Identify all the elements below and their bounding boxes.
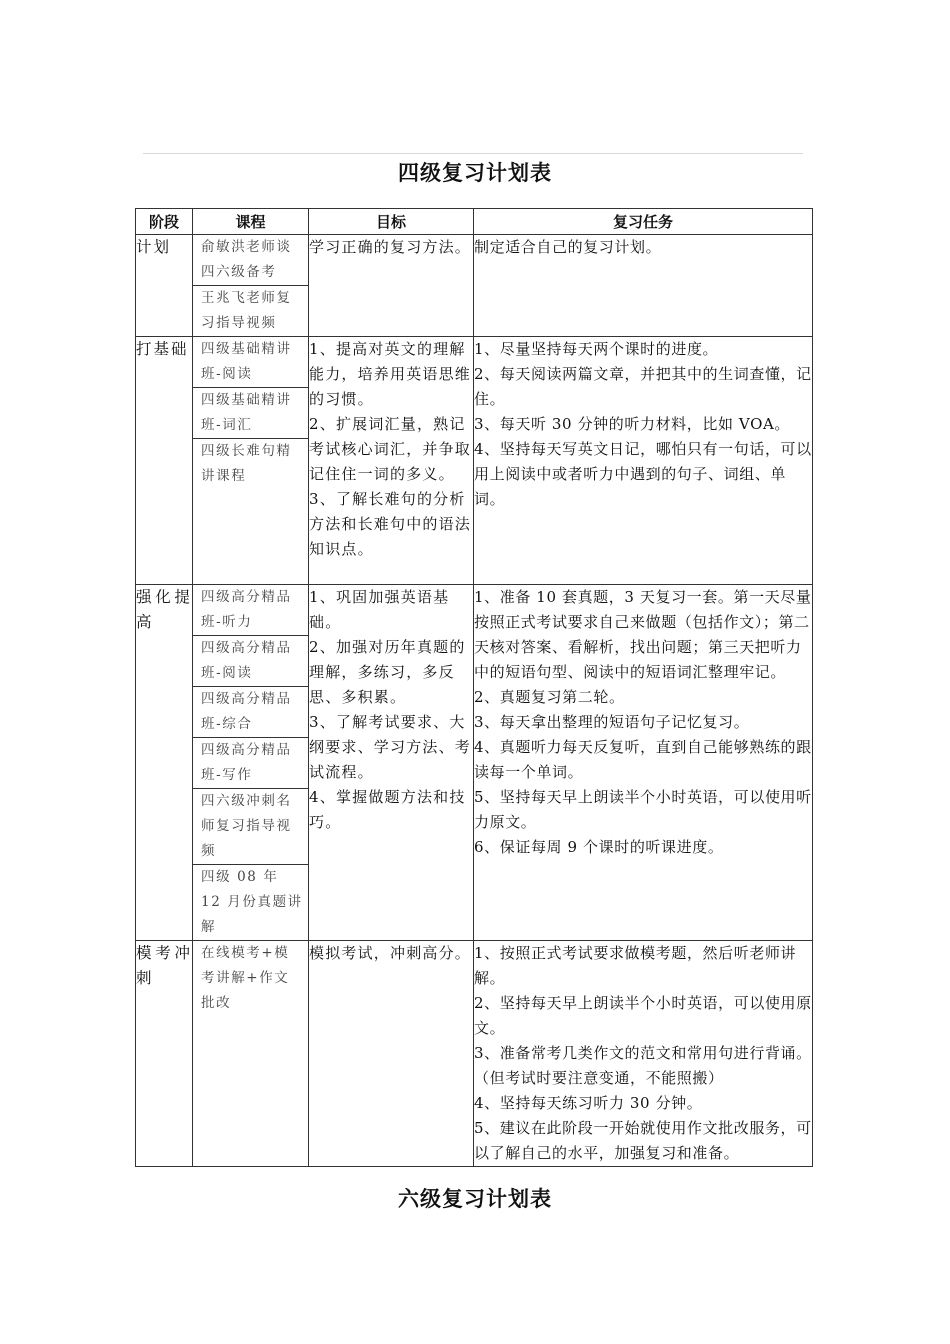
course-cell	[193, 235, 309, 337]
goal-cell	[309, 941, 474, 1167]
goal-item: 学习正确的复习方法。	[309, 238, 472, 256]
task-item: 5、建议在此阶段一开始就使用作文批改服务，可以了解自己的水平，加强复习和准备。	[474, 1119, 812, 1162]
task-item: 2、真题复习第二轮。	[474, 688, 625, 706]
course-item: 王兆飞老师复习指导视频	[201, 290, 292, 331]
course-item: 四级高分精品班-综合	[193, 687, 308, 738]
task-item: 3、准备常考几类作文的范文和常用句进行背诵。（但考试时要注意变通，不能照搬）	[474, 1044, 812, 1087]
cet4-plan-title: 四级复习计划表	[398, 160, 552, 185]
top-divider	[143, 153, 803, 154]
task-cell	[474, 235, 813, 337]
task-cell	[474, 337, 813, 585]
header-stage: 阶段	[136, 209, 193, 235]
course-cell	[193, 585, 309, 941]
stage-cell: 强化提高	[136, 585, 193, 941]
task-item: 4、坚持每天练习听力 30 分钟。	[474, 1094, 703, 1112]
table-row	[136, 337, 813, 585]
task-cell	[474, 941, 813, 1167]
goal-item: 2、扩展词汇量，熟记考试核心词汇，并争取记住住一词的多义。	[309, 415, 472, 483]
course-item: 俞敏洪老师谈四六级备考	[193, 235, 308, 286]
course-item: 四级高分精品班-写作	[193, 738, 308, 789]
header-goal: 目标	[309, 209, 474, 235]
goal-item: 2、加强对历年真题的理解，多练习，多反思、多积累。	[309, 638, 466, 706]
task-item: 4、坚持每天写英文日记，哪怕只有一句话，可以用上阅读中或者听力中遇到的句子、词组、单词。	[474, 440, 812, 508]
course-cell	[193, 337, 309, 585]
table-row	[136, 585, 813, 941]
task-item: 6、保证每周 9 个课时的听课进度。	[474, 838, 724, 856]
task-item: 3、每天拿出整理的短语句子记忆复习。	[474, 713, 750, 731]
header-course: 课程	[193, 209, 309, 235]
goal-cell	[309, 585, 474, 941]
goal-item: 1、巩固加强英语基础。	[309, 588, 450, 631]
goal-item: 3、了解长难句的分析方法和长难句中的语法知识点。	[309, 490, 472, 558]
stage-cell: 打基础	[136, 337, 193, 585]
goal-cell	[309, 337, 474, 585]
cet4-plan-table	[135, 208, 813, 1167]
task-cell	[474, 585, 813, 941]
stage-cell: 计划	[136, 235, 193, 337]
course-item: 四级基础精讲班-阅读	[193, 337, 308, 388]
task-item: 5、坚持每天早上朗读半个小时英语，可以使用听力原文。	[474, 788, 812, 831]
course-item: 四级基础精讲班-词汇	[193, 388, 308, 439]
stage-cell: 模考冲刺	[136, 941, 193, 1167]
course-item: 在线模考+模考讲解+作文批改	[201, 945, 290, 1011]
header-task: 复习任务	[474, 209, 813, 235]
goal-item: 1、提高对英文的理解能力，培养用英语思维的习惯。	[309, 340, 472, 408]
task-item: 制定适合自己的复习计划。	[474, 238, 662, 256]
task-item: 3、每天听 30 分钟的听力材料，比如 VOA。	[474, 415, 791, 433]
cet6-plan-title: 六级复习计划表	[398, 1186, 552, 1211]
goal-item: 3、了解考试要求、大纲要求、学习方法、考试流程。	[309, 713, 472, 781]
course-item: 四级 08 年 12 月份真题讲解	[201, 869, 303, 935]
table-header-row	[136, 209, 813, 235]
goal-item: 模拟考试，冲刺高分。	[309, 944, 472, 962]
table-row	[136, 941, 813, 1167]
course-cell	[193, 941, 309, 1167]
task-item: 2、每天阅读两篇文章，并把其中的生词查懂，记住。	[474, 365, 812, 408]
course-item: 四六级冲刺名师复习指导视频	[193, 789, 308, 865]
task-item: 1、按照正式考试要求做模考题，然后听老师讲解。	[474, 944, 797, 987]
goal-item: 4、掌握做题方法和技巧。	[309, 788, 466, 831]
goal-cell	[309, 235, 474, 337]
task-item: 4、真题听力每天反复听，直到自己能够熟练的跟读每一个单词。	[474, 738, 812, 781]
course-item: 四级高分精品班-听力	[193, 585, 308, 636]
task-item: 1、准备 10 套真题，3 天复习一套。第一天尽量按照正式考试要求自己来做题（包括作文）；第二天核对答案、看解析，找出问题；第三天把听力中的短语句型、阅读中的短语词汇整理牢记。	[474, 588, 812, 681]
course-item: 四级高分精品班-阅读	[193, 636, 308, 687]
table-row	[136, 235, 813, 337]
task-item: 2、坚持每天早上朗读半个小时英语，可以使用原文。	[474, 994, 812, 1037]
course-item: 四级长难句精讲课程	[201, 443, 292, 484]
task-item: 1、尽量坚持每天两个课时的进度。	[474, 340, 719, 358]
